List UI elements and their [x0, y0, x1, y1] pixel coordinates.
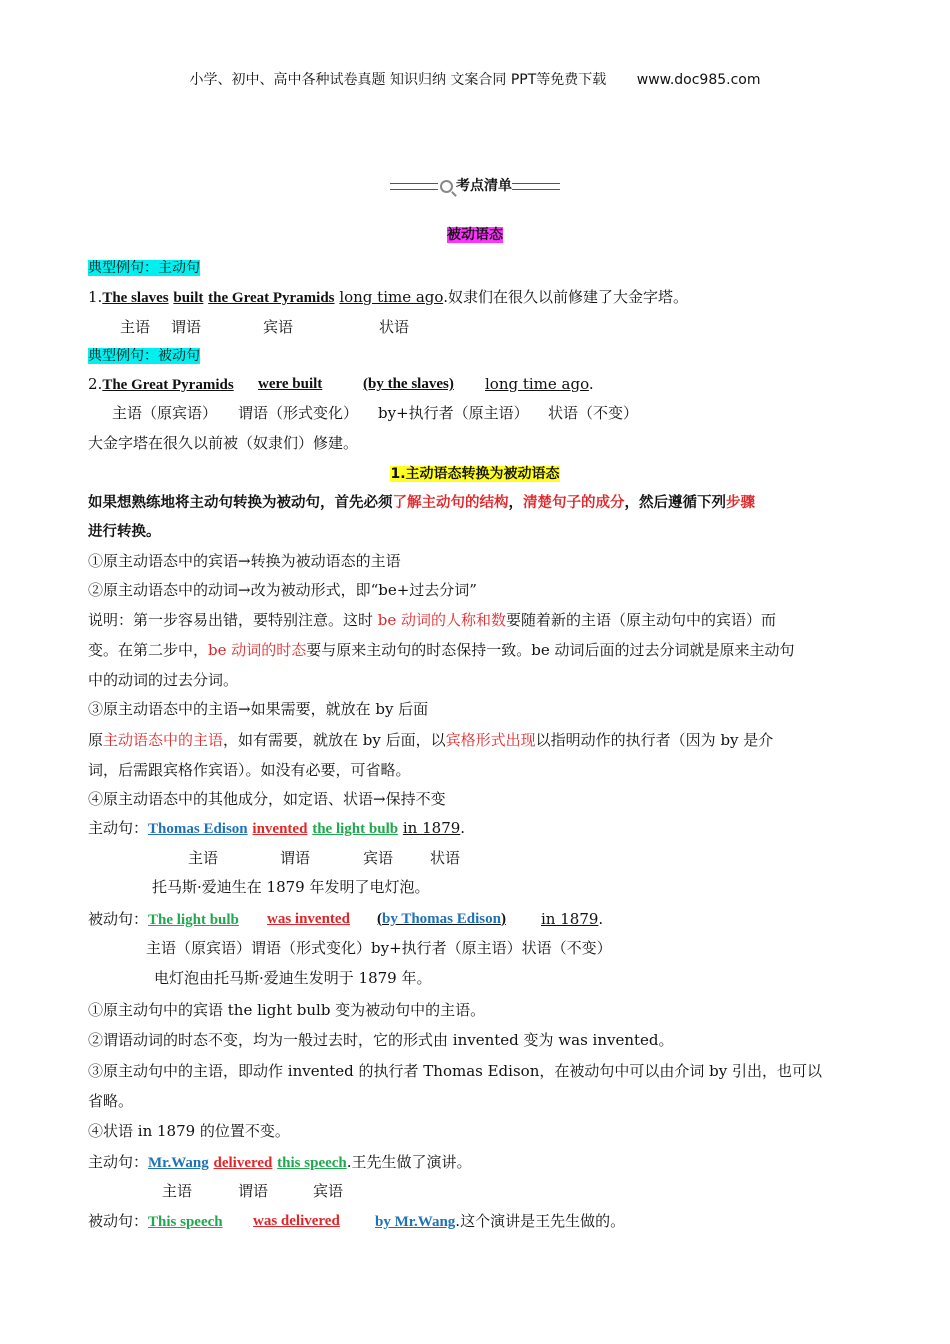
note3-cont: 省略。 [88, 1092, 134, 1110]
section-title: 考点清单 [0, 175, 950, 196]
note-line2: 变。在第二步中，be 动词的时态要与原来主动句的时态保持一致。be 动词后面的过去分词就是原来主动句 [88, 641, 795, 659]
example2-sentence: 2.The Great Pyramids were built (by the slaves) long time ago. [88, 375, 594, 393]
header-text: 小学、初中、高中各种试卷真题 知识归纳 文案合同 PPT等免费下载 [189, 72, 607, 88]
step4: ④原主动语态中的其他成分，如定语、状语→保持不变 [88, 790, 446, 808]
note-line3: 中的动词的过去分词。 [88, 671, 239, 689]
section1-intro: 如果想熟练地将主动句转换为被动句，首先必须了解主动句的结构，清楚句子的成分，然后遵循下列步骤 [88, 495, 755, 511]
example3-sentence: 主动句：Thomas Edison invented the light bulb in 1879. [88, 819, 466, 837]
section1-title: 1.主动语态转换为被动语态 [390, 466, 560, 482]
note-line1: 说明：第一步容易出错，要特别注意。这时 be 动词的人称和数要随着新的主语（原主动句中的宾语）而 [88, 611, 777, 629]
step3: ③原主动语态中的主语→如果需要，就放在 by 后面 [88, 700, 429, 718]
section1-intro-cont: 进行转换。 [88, 524, 161, 540]
example4-sentence: 被动句：The light bulb was invented (by Thomas Edison) in 1879. [88, 910, 604, 928]
step3-explain: 原主动语态中的主语，如有需要，就放在 by 后面，以宾格形式出现以指明动作的执行者（因为 by 是介 [88, 731, 774, 749]
example5-sentence: 主动句：Mr.Wang delivered this speech.王先生做了演讲。 [88, 1153, 472, 1171]
header-url[interactable]: www.doc985.com [636, 72, 761, 88]
step3-explain-cont: 词，后需跟宾格作宾语）。如没有必要，可省略。 [88, 761, 411, 779]
note4: ④状语 in 1879 的位置不变。 [88, 1122, 290, 1140]
example3-translation: 托马斯·爱迪生在 1879 年发明了电灯泡。 [152, 878, 430, 896]
example6-sentence: 被动句：This speech was delivered by Mr.Wang.这个演讲是王先生做的。 [88, 1212, 626, 1230]
note2: ②谓语动词的时态不变，均为一般过去时，它的形式由 invented 变为 was invented。 [88, 1031, 674, 1049]
right-ornament [512, 183, 560, 190]
example1-label: 典型例句：主动句 [88, 260, 200, 276]
magnifier-icon [440, 180, 453, 193]
example4-grammar: 主语（原宾语）谓语（形式变化）by+执行者（原主语）状语（不变） [146, 939, 612, 957]
example4-translation: 电灯泡由托马斯·爱迪生发明于 1879 年。 [154, 969, 432, 987]
step1: ①原主动语态中的宾语→转换为被动语态的主语 [88, 552, 401, 570]
left-ornament [390, 183, 438, 190]
note1: ①原主动句中的宾语 the light bulb 变为被动句中的主语。 [88, 1001, 486, 1019]
example2-label: 典型例句：被动句 [88, 348, 200, 364]
step2: ②原主动语态中的动词→改为被动形式，即“be+过去分词” [88, 581, 477, 599]
example1-sentence: 1.The slaves built the Great Pyramids long time ago.奴隶们在很久以前修建了大金字塔。 [88, 288, 688, 306]
topic-title: 被动语态 [447, 227, 503, 243]
page-header [0, 69, 950, 89]
note3: ③原主动句中的主语，即动作 invented 的执行者 Thomas Edison，在被动句中可以由介词 by 引出，也可以 [88, 1062, 822, 1080]
example2-translation: 大金字塔在很久以前被（奴隶们）修建。 [88, 434, 359, 452]
